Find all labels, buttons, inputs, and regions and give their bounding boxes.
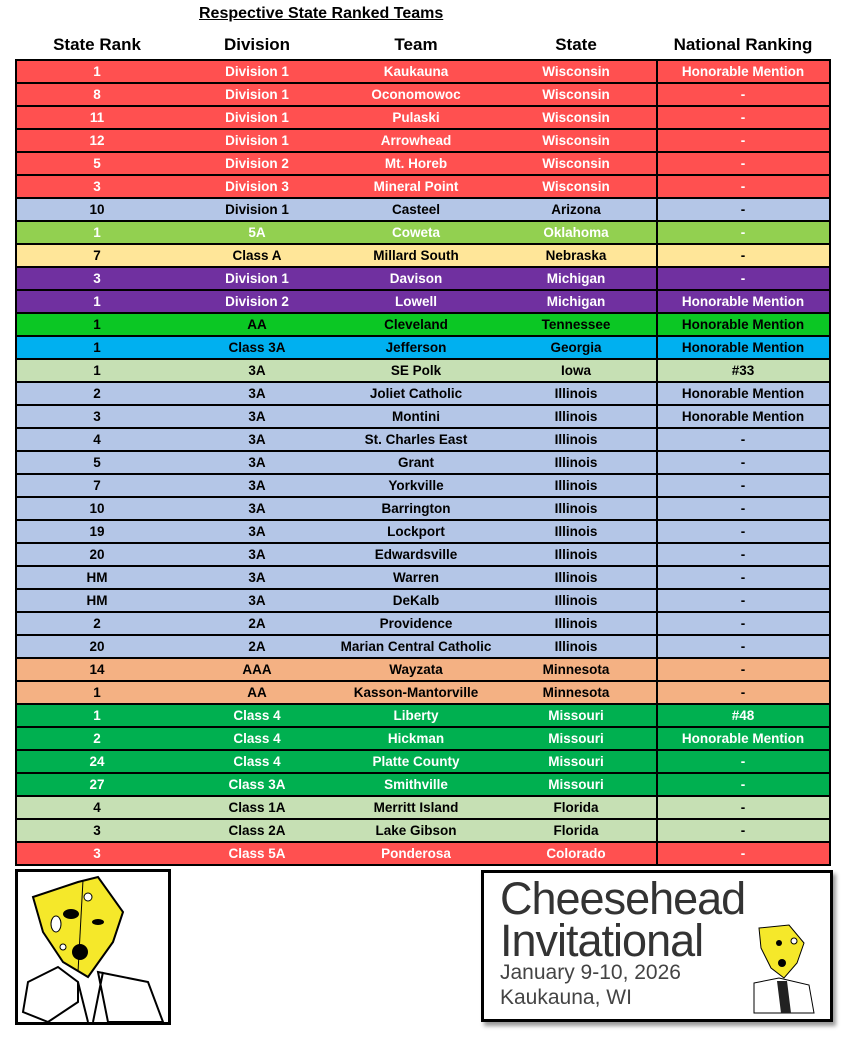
column-divider	[656, 130, 658, 151]
table-row	[17, 452, 829, 475]
cell-division: 2A	[248, 639, 266, 654]
cell-division: Class 1A	[228, 800, 286, 815]
header-division: Division	[223, 35, 291, 54]
cell-state: Missouri	[548, 777, 604, 792]
cell-division: Class A	[232, 248, 282, 263]
cell-division: 2A	[248, 616, 266, 631]
table-row	[17, 360, 829, 383]
cheesehead-mascot-icon	[749, 923, 819, 1015]
cell-state: Illinois	[554, 409, 598, 424]
cell-team: Hickman	[387, 731, 445, 746]
cell-national-ranking: -	[740, 248, 746, 263]
cell-division: 3A	[248, 409, 266, 424]
table-row	[17, 291, 829, 314]
table-row	[17, 222, 829, 245]
cell-state-rank: 1	[93, 340, 101, 355]
cell-team: Marian Central Catholic	[340, 639, 492, 654]
cell-state-rank: 20	[89, 639, 105, 654]
page-title: Respective State Ranked Teams	[199, 5, 444, 22]
cell-national-ranking: #33	[731, 363, 755, 378]
table-row	[17, 728, 829, 751]
cell-state-rank: 2	[93, 616, 101, 631]
cell-state-rank: 4	[93, 432, 101, 447]
cheesehead-invitational-logo	[481, 870, 833, 1022]
cell-division: Class 3A	[228, 777, 286, 792]
table-row	[17, 61, 829, 84]
cell-team: Grant	[397, 455, 435, 470]
table-row	[17, 774, 829, 797]
cell-state: Illinois	[554, 570, 598, 585]
cell-national-ranking: -	[740, 501, 746, 516]
cell-team: Kasson-Mantorville	[353, 685, 479, 700]
cell-national-ranking: -	[740, 639, 746, 654]
cell-team: Arrowhead	[380, 133, 452, 148]
cell-national-ranking: -	[740, 685, 746, 700]
cell-national-ranking: -	[740, 133, 746, 148]
cell-state-rank: 7	[93, 478, 101, 493]
column-divider	[656, 843, 658, 864]
cell-team: Mineral Point	[373, 179, 459, 194]
cell-national-ranking: -	[740, 524, 746, 539]
cell-national-ranking: Honorable Mention	[681, 294, 805, 309]
cell-state-rank: 20	[89, 547, 105, 562]
cheesehead-mascot-icon	[18, 872, 168, 1022]
cell-national-ranking: -	[740, 754, 746, 769]
cell-division: 3A	[248, 593, 266, 608]
cell-national-ranking: Honorable Mention	[681, 409, 805, 424]
cell-state-rank: 8	[93, 87, 101, 102]
cell-division: Division 2	[225, 294, 289, 309]
cell-division: 5A	[248, 225, 266, 240]
cell-division: 3A	[248, 547, 266, 562]
cell-state-rank: 12	[89, 133, 105, 148]
cell-team: SE Polk	[390, 363, 442, 378]
cell-state: Wisconsin	[542, 110, 610, 125]
cell-division: Division 1	[225, 202, 289, 217]
cell-division: 3A	[248, 478, 266, 493]
column-divider	[656, 682, 658, 703]
cheesehead-mascot-logo	[15, 869, 171, 1025]
logo-date: January 9-10, 2026	[500, 961, 681, 984]
column-divider	[656, 659, 658, 680]
cell-state-rank: 10	[89, 501, 105, 516]
column-divider	[656, 521, 658, 542]
cell-state-rank: 10	[89, 202, 105, 217]
column-divider	[656, 314, 658, 335]
cell-state: Michigan	[546, 294, 606, 309]
table-row	[17, 245, 829, 268]
table-row	[17, 613, 829, 636]
column-divider	[656, 360, 658, 381]
cell-national-ranking: -	[740, 455, 746, 470]
cell-state: Illinois	[554, 639, 598, 654]
cell-division: Class 4	[233, 754, 281, 769]
cell-state-rank: 24	[89, 754, 105, 769]
column-divider	[656, 153, 658, 174]
table-row	[17, 636, 829, 659]
cell-team: Wayzata	[389, 662, 443, 677]
cell-state-rank: 11	[89, 110, 105, 125]
cell-national-ranking: -	[740, 478, 746, 493]
cell-division: Class 5A	[228, 846, 286, 861]
cell-state: Minnesota	[542, 685, 610, 700]
cell-division: Class 4	[233, 708, 281, 723]
cell-state: Illinois	[554, 547, 598, 562]
cell-state-rank: 3	[93, 409, 101, 424]
cell-state: Wisconsin	[542, 156, 610, 171]
column-divider	[656, 429, 658, 450]
cell-state-rank: 3	[93, 271, 101, 286]
cell-division: AAA	[242, 662, 272, 677]
cell-state: Missouri	[548, 754, 604, 769]
column-divider	[656, 199, 658, 220]
cell-team: DeKalb	[392, 593, 440, 608]
cell-team: Montini	[392, 409, 440, 424]
cell-state-rank: 1	[93, 708, 101, 723]
cell-national-ranking: -	[740, 777, 746, 792]
cell-division: 3A	[248, 501, 266, 516]
cell-national-ranking: -	[740, 823, 746, 838]
cell-state-rank: 3	[93, 823, 101, 838]
cell-state-rank: 3	[93, 846, 101, 861]
cell-team: Liberty	[393, 708, 439, 723]
cell-division: Division 1	[225, 133, 289, 148]
cell-national-ranking: -	[740, 432, 746, 447]
cell-division: Division 1	[225, 64, 289, 79]
table-row	[17, 199, 829, 222]
cell-team: St. Charles East	[364, 432, 468, 447]
cell-state-rank: 1	[93, 317, 101, 332]
column-divider	[656, 337, 658, 358]
cell-state: Minnesota	[542, 662, 610, 677]
cell-national-ranking: -	[740, 179, 746, 194]
cell-state: Illinois	[554, 455, 598, 470]
column-divider	[656, 820, 658, 841]
column-divider	[656, 222, 658, 243]
cell-state-rank: 14	[89, 662, 105, 677]
rankings-table	[15, 59, 831, 866]
column-divider	[656, 590, 658, 611]
cell-team: Millard South	[373, 248, 459, 263]
logo-title-line1: Cheesehead	[500, 873, 746, 924]
cell-state: Georgia	[550, 340, 602, 355]
cell-state-rank: 1	[93, 294, 101, 309]
cell-state: Illinois	[554, 593, 598, 608]
cell-national-ranking: -	[740, 202, 746, 217]
cell-national-ranking: -	[740, 271, 746, 286]
cell-state: Illinois	[554, 432, 598, 447]
cell-team: Oconomowoc	[371, 87, 461, 102]
cell-team: Edwardsville	[374, 547, 458, 562]
cell-national-ranking: -	[740, 87, 746, 102]
column-divider	[656, 107, 658, 128]
table-row	[17, 429, 829, 452]
cell-state-rank: 3	[93, 179, 101, 194]
table-row	[17, 383, 829, 406]
cell-state: Wisconsin	[542, 87, 610, 102]
column-divider	[656, 797, 658, 818]
column-divider	[656, 636, 658, 657]
cell-division: Class 4	[233, 731, 281, 746]
cell-state: Illinois	[554, 501, 598, 516]
cell-state: Oklahoma	[543, 225, 609, 240]
cell-state-rank: 1	[93, 64, 101, 79]
column-divider	[656, 406, 658, 427]
column-divider	[656, 291, 658, 312]
cell-team: Pulaski	[392, 110, 440, 125]
cell-national-ranking: Honorable Mention	[681, 317, 805, 332]
cell-state: Missouri	[548, 731, 604, 746]
header-state: State	[555, 35, 597, 54]
cell-state-rank: 2	[93, 386, 101, 401]
column-divider	[656, 268, 658, 289]
column-divider	[656, 84, 658, 105]
cell-team: Providence	[379, 616, 453, 631]
cell-division: Division 1	[225, 87, 289, 102]
cell-team: Yorkville	[388, 478, 444, 493]
header-team: Team	[394, 35, 438, 54]
table-row	[17, 820, 829, 843]
cell-state: Illinois	[554, 616, 598, 631]
header-national-ranking: National Ranking	[673, 35, 813, 54]
cell-state: Nebraska	[545, 248, 607, 263]
table-row	[17, 498, 829, 521]
table-header	[15, 35, 831, 57]
cell-team: Barrington	[381, 501, 451, 516]
table-row	[17, 682, 829, 705]
cell-state: Wisconsin	[542, 179, 610, 194]
cell-national-ranking: Honorable Mention	[681, 731, 805, 746]
cell-national-ranking: -	[740, 800, 746, 815]
cell-division: Division 1	[225, 110, 289, 125]
cell-national-ranking: -	[740, 846, 746, 861]
cell-national-ranking: -	[740, 547, 746, 562]
cell-division: 3A	[248, 570, 266, 585]
table-row	[17, 268, 829, 291]
cell-national-ranking: -	[740, 225, 746, 240]
cell-state-rank: 1	[93, 363, 101, 378]
cell-division: 3A	[248, 432, 266, 447]
cell-team: Lowell	[394, 294, 438, 309]
cell-national-ranking: -	[740, 662, 746, 677]
cell-team: Davison	[389, 271, 443, 286]
cell-state: Colorado	[546, 846, 606, 861]
column-divider	[656, 613, 658, 634]
cell-state-rank: HM	[86, 593, 108, 608]
cell-division: Class 3A	[228, 340, 286, 355]
column-divider	[656, 245, 658, 266]
cell-state-rank: 1	[93, 685, 101, 700]
table-row	[17, 176, 829, 199]
cell-team: Platte County	[372, 754, 460, 769]
table-row	[17, 406, 829, 429]
cell-state: Missouri	[548, 708, 604, 723]
table-row	[17, 153, 829, 176]
cell-division: 3A	[248, 455, 266, 470]
cell-team: Warren	[392, 570, 440, 585]
column-divider	[656, 705, 658, 726]
table-row	[17, 590, 829, 613]
cell-state-rank: 5	[93, 455, 101, 470]
cell-national-ranking: #48	[731, 708, 755, 723]
cell-state-rank: 7	[93, 248, 101, 263]
cell-national-ranking: Honorable Mention	[681, 340, 805, 355]
table-row	[17, 797, 829, 820]
cell-state-rank: 1	[93, 225, 101, 240]
cell-state: Michigan	[546, 271, 606, 286]
cell-national-ranking: Honorable Mention	[681, 386, 805, 401]
cell-team: Lockport	[387, 524, 445, 539]
column-divider	[656, 751, 658, 772]
table-row	[17, 659, 829, 682]
cell-state: Illinois	[554, 386, 598, 401]
cell-national-ranking: -	[740, 616, 746, 631]
cell-national-ranking: -	[740, 593, 746, 608]
column-divider	[656, 774, 658, 795]
table-row	[17, 521, 829, 544]
cell-division: 3A	[248, 386, 266, 401]
table-row	[17, 84, 829, 107]
cell-division: AA	[247, 317, 267, 332]
cell-state: Tennessee	[541, 317, 611, 332]
cell-state-rank: 19	[89, 524, 105, 539]
column-divider	[656, 728, 658, 749]
cell-division: Division 2	[225, 156, 289, 171]
column-divider	[656, 61, 658, 82]
table-row	[17, 544, 829, 567]
cell-state: Iowa	[560, 363, 592, 378]
cell-state-rank: HM	[86, 570, 108, 585]
cell-team: Merritt Island	[373, 800, 459, 815]
cell-state: Florida	[553, 800, 599, 815]
cell-team: Joliet Catholic	[369, 386, 463, 401]
cell-team: Ponderosa	[381, 846, 451, 861]
table-row	[17, 567, 829, 590]
table-row	[17, 751, 829, 774]
cell-state: Arizona	[551, 202, 601, 217]
header-state-rank: State Rank	[53, 35, 141, 54]
cell-team: Jefferson	[385, 340, 447, 355]
cell-state-rank: 5	[93, 156, 101, 171]
cell-state: Illinois	[554, 478, 598, 493]
cell-division: Division 1	[225, 271, 289, 286]
cell-team: Cleveland	[384, 317, 448, 332]
cell-division: Division 3	[225, 179, 289, 194]
cell-national-ranking: -	[740, 570, 746, 585]
cell-national-ranking: -	[740, 156, 746, 171]
cell-team: Smithville	[384, 777, 448, 792]
cell-division: 3A	[248, 363, 266, 378]
cell-state-rank: 2	[93, 731, 101, 746]
table-row	[17, 705, 829, 728]
table-row	[17, 314, 829, 337]
cell-state: Florida	[553, 823, 599, 838]
table-row	[17, 107, 829, 130]
column-divider	[656, 567, 658, 588]
cell-division: 3A	[248, 524, 266, 539]
column-divider	[656, 475, 658, 496]
column-divider	[656, 544, 658, 565]
cell-national-ranking: Honorable Mention	[681, 64, 805, 79]
logo-location: Kaukauna, WI	[500, 986, 632, 1009]
table-row	[17, 130, 829, 153]
cell-team: Coweta	[391, 225, 441, 240]
column-divider	[656, 176, 658, 197]
column-divider	[656, 383, 658, 404]
cell-state: Wisconsin	[542, 64, 610, 79]
cell-team: Kaukauna	[383, 64, 449, 79]
cell-team: Casteel	[391, 202, 441, 217]
cell-division: AA	[247, 685, 267, 700]
column-divider	[656, 498, 658, 519]
table-row	[17, 843, 829, 866]
cell-state: Wisconsin	[542, 133, 610, 148]
cell-national-ranking: -	[740, 110, 746, 125]
cell-state-rank: 27	[89, 777, 105, 792]
cell-state-rank: 4	[93, 800, 101, 815]
cell-team: Lake Gibson	[375, 823, 457, 838]
cell-team: Mt. Horeb	[384, 156, 448, 171]
cell-state: Illinois	[554, 524, 598, 539]
table-row	[17, 475, 829, 498]
logo-title-line2: Invitational	[500, 915, 704, 966]
column-divider	[656, 452, 658, 473]
table-row	[17, 337, 829, 360]
cell-division: Class 2A	[228, 823, 286, 838]
